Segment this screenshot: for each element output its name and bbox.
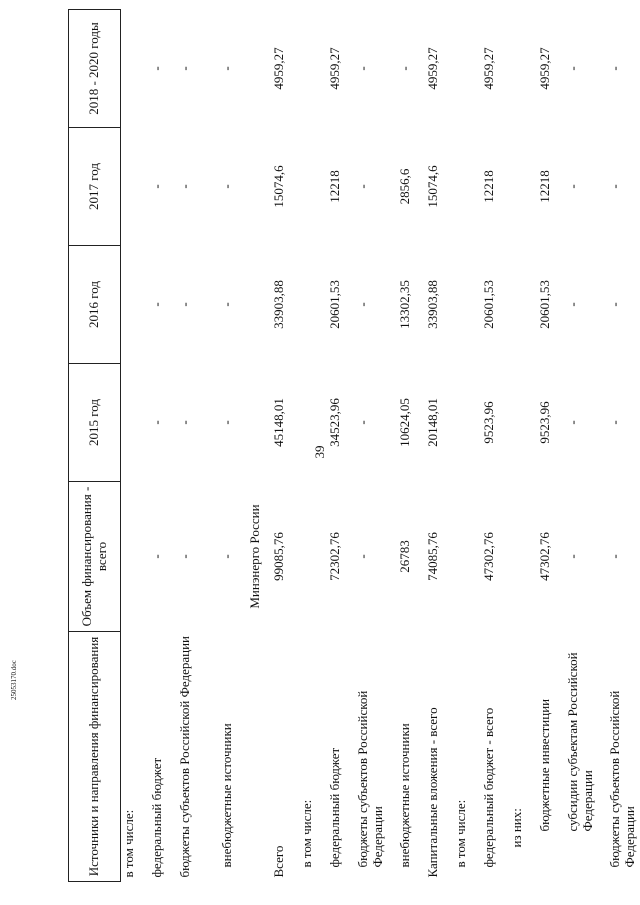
- table-row: [177, 10, 219, 882]
- table-cell: 20148,01: [425, 398, 440, 447]
- row-label: федеральный бюджет: [327, 747, 342, 868]
- table-cell: -: [219, 554, 234, 559]
- table-body-bottom: [271, 10, 640, 882]
- table-row: [271, 10, 299, 882]
- table-cell: -: [607, 420, 622, 425]
- table-cell: 9523,96: [537, 401, 552, 444]
- table-cell: [509, 246, 537, 364]
- row-label: в том числе:: [121, 809, 136, 878]
- table-row: [327, 10, 355, 882]
- table-row: [355, 10, 397, 882]
- row-label: в том числе:: [453, 799, 468, 868]
- table-cell: 15074,6: [425, 165, 440, 208]
- table-cell: -: [607, 554, 622, 559]
- col-header-2018-2020: 2018 - 2020 годы: [69, 10, 121, 128]
- table-cell: [299, 128, 327, 246]
- document-code: 25053170.doc: [10, 660, 18, 700]
- table-cell: -: [565, 554, 580, 559]
- table-cell: 12218: [537, 170, 552, 203]
- table-cell: -: [177, 66, 192, 71]
- table-row: [149, 10, 177, 882]
- table-cell: -: [149, 554, 164, 559]
- table-cell: -: [149, 184, 164, 189]
- table-group-title: [247, 10, 271, 882]
- table-cell: -: [219, 66, 234, 71]
- table-cell: 15074,6: [271, 165, 286, 208]
- table-cell: -: [219, 302, 234, 307]
- group-title: Минэнерго России: [247, 504, 262, 609]
- table-cell: [299, 246, 327, 364]
- row-label: Капитальные вложения - всего: [425, 707, 440, 878]
- table-cell: 72302,76: [327, 532, 342, 581]
- table-cell: [509, 10, 537, 128]
- table-cell: [453, 482, 481, 632]
- table-row: [565, 10, 607, 882]
- table-row: [509, 10, 537, 882]
- page-number: 39: [312, 445, 327, 459]
- table-cell: [453, 364, 481, 482]
- table-cell: [509, 482, 537, 632]
- table-cell: -: [565, 184, 580, 189]
- table-cell: 20601,53: [481, 280, 496, 329]
- table-cell: -: [219, 184, 234, 189]
- table-cell: -: [565, 302, 580, 307]
- table-cell: -: [355, 420, 370, 425]
- table-cell: 20601,53: [327, 280, 342, 329]
- table-row: [425, 10, 453, 882]
- table-cell: 74085,76: [425, 532, 440, 581]
- table-cell: [299, 482, 327, 632]
- table-cell: 47302,76: [537, 532, 552, 581]
- table-cell: [121, 128, 150, 246]
- row-label: бюджетные инвестиции: [537, 698, 552, 832]
- row-label: внебюджетные источники: [219, 723, 234, 868]
- row-label: федеральный бюджет: [149, 757, 164, 878]
- group-title-row: [247, 10, 271, 882]
- table-row: [397, 10, 425, 882]
- table-cell: -: [397, 66, 412, 71]
- table-cell: -: [607, 66, 622, 71]
- table-cell: -: [355, 302, 370, 307]
- table-cell: 4959,27: [537, 47, 552, 90]
- row-label: бюджеты субъектов Российской Федерации: [355, 690, 385, 868]
- col-header-total: Объем финансирования - всего: [69, 482, 121, 632]
- table-cell: [299, 10, 327, 128]
- table-cell: -: [355, 66, 370, 71]
- table-cell: 26783: [397, 540, 412, 573]
- table-cell: -: [565, 420, 580, 425]
- table-cell: 9523,96: [481, 401, 496, 444]
- row-label: из них:: [509, 808, 524, 848]
- table-cell: 47302,76: [481, 532, 496, 581]
- table-row: [453, 10, 481, 882]
- row-label: бюджеты субъектов Российской Федерации: [607, 690, 637, 868]
- table-row: [607, 10, 640, 882]
- table-cell: -: [177, 302, 192, 307]
- table-cell: [121, 364, 150, 482]
- table-cell: 99085,76: [271, 532, 286, 581]
- table-row: [121, 10, 150, 882]
- table-row: [481, 10, 509, 882]
- table-cell: 4959,27: [425, 47, 440, 90]
- table-cell: -: [177, 184, 192, 189]
- table-cell: [453, 10, 481, 128]
- table-cell: 34523,96: [327, 398, 342, 447]
- table-cell: 13302,35: [397, 280, 412, 329]
- table-cell: -: [177, 420, 192, 425]
- col-header-sources: Источники и направления финансирования: [69, 632, 121, 882]
- table-cell: -: [607, 184, 622, 189]
- row-label: субсидии субъектам Российской Федерации: [565, 652, 595, 832]
- table-cell: -: [149, 302, 164, 307]
- table-cell: 33903,88: [425, 280, 440, 329]
- table-cell: -: [607, 302, 622, 307]
- table-cell: [121, 10, 150, 128]
- col-header-2016: 2016 год: [69, 246, 121, 364]
- table-cell: [509, 364, 537, 482]
- table-cell: -: [565, 66, 580, 71]
- col-header-2015: 2015 год: [69, 364, 121, 482]
- table-cell: 10624,05: [397, 398, 412, 447]
- table-cell: 2856,6: [397, 168, 412, 205]
- table-cell: [453, 246, 481, 364]
- table-cell: -: [219, 420, 234, 425]
- table-cell: [453, 128, 481, 246]
- row-label: внебюджетные источники: [397, 723, 412, 868]
- table-cell: 45148,01: [271, 398, 286, 447]
- table-body-top: [121, 10, 248, 882]
- table-cell: [121, 482, 150, 632]
- table-cell: [299, 364, 327, 482]
- table-cell: 33903,88: [271, 280, 286, 329]
- table-cell: -: [355, 184, 370, 189]
- table-cell: [121, 246, 150, 364]
- financing-table: [68, 9, 640, 882]
- table-cell: -: [355, 554, 370, 559]
- row-label: бюджеты субъектов Российской Федерации: [177, 636, 192, 878]
- table-cell: -: [149, 66, 164, 71]
- table-row: [299, 10, 327, 882]
- table-cell: 12218: [327, 170, 342, 203]
- row-label: Всего: [271, 845, 286, 878]
- table-cell: 12218: [481, 170, 496, 203]
- table-row: [219, 10, 247, 882]
- table-header-row: [69, 10, 121, 882]
- rotated-table-container: [68, 22, 637, 882]
- table-cell: 4959,27: [481, 47, 496, 90]
- col-header-2017: 2017 год: [69, 128, 121, 246]
- table-cell: 20601,53: [537, 280, 552, 329]
- row-label: федеральный бюджет - всего: [481, 707, 496, 868]
- row-label: в том числе:: [299, 799, 314, 868]
- table-cell: 4959,27: [327, 47, 342, 90]
- table-cell: -: [177, 554, 192, 559]
- table-cell: [509, 128, 537, 246]
- table-cell: -: [149, 420, 164, 425]
- table-cell: 4959,27: [271, 47, 286, 90]
- table-row: [537, 10, 565, 882]
